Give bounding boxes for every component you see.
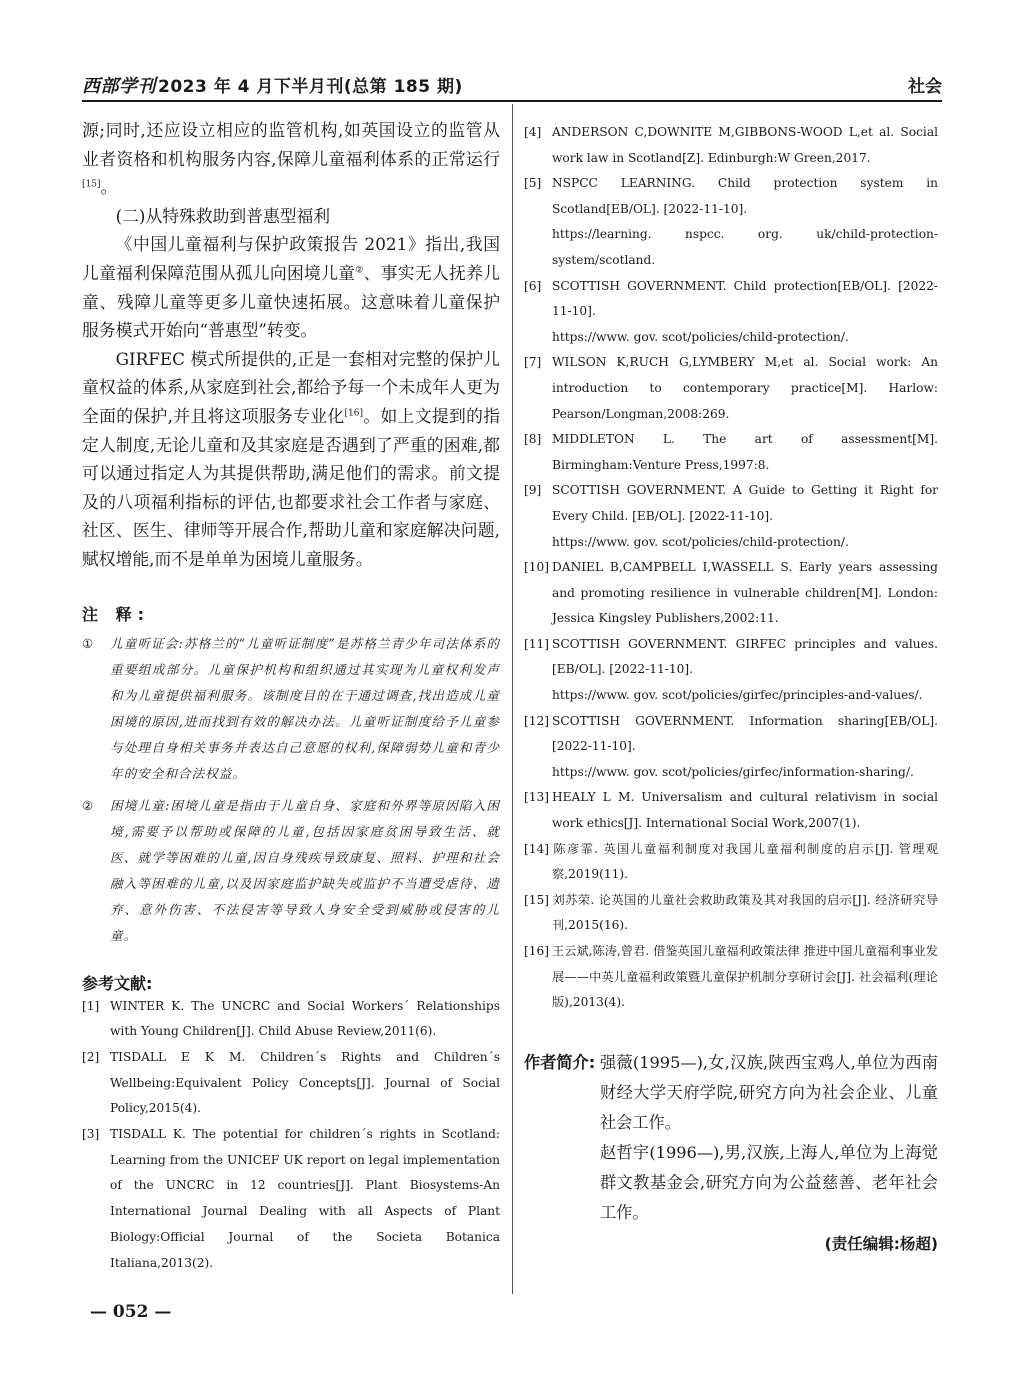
responsible-editor: (责任编辑:杨超): [824, 1234, 938, 1253]
reference-url: https://www. gov. scot/policies/child-protection/.: [552, 534, 849, 549]
reference-url: https://www. gov. scot/policies/girfec/information-sharing/.: [552, 764, 914, 779]
reference-item: [6] SCOTTISH GOVERNMENT. Child protection[EB/OL]. [2022-11-10]. https://www. gov. scot/policies/child-protection/.: [524, 274, 938, 351]
body-paragraph-1: 源;同时,还应设立相应的监管机构,如英国设立的监管从业者资格和机构服务内容,保障儿童福利体系的正常运行[15]。: [82, 120, 500, 198]
references-title: 参考文献:: [82, 973, 153, 993]
reference-item: [5] NSPCC LEARNING. Child protection system in Scotland[EB/OL]. [2022-11-10]. https://learning. nspcc. org. uk/child-protection-system/scotland.: [524, 171, 938, 273]
citation-15: [15]: [82, 179, 101, 190]
author-1-bio: 强薇(1995—),女,汉族,陕西宝鸡人,单位为西南财经大学天府学院,研究方向为社会企业、儿童社会工作。: [600, 1052, 938, 1132]
reference-item: [15] 刘苏荣. 论英国的儿童社会救助政策及其对我国的启示[J]. 经济研究导刊,2015(16).: [524, 892, 938, 933]
reference-item: [7] WILSON K,RUCH G,LYMBERY M,et al. Social work: An introduction to contemporary practice[M]. Harlow: Pearson/Longman,2008:269.: [524, 355, 938, 421]
body-paragraph-3: GIRFEC 模式所提供的,正是一套相对完整的保护儿童权益的体系,从家庭到社会,都给予每一个未成年人更为全面的保护,并且将这项服务专业化[16]。如上文提到的指定人制度,无论儿童和及其家庭是否遇到了严重的困难,都可以通过指定人为其提供帮助,满足他们的需求。前文提及的八项福利指标的评估,也都要求社会工作者与家庭、社区、医生、律师等开展合作,帮助儿童和家庭解决问题,赋权增能,而不是单单为困境儿童服务。: [82, 348, 500, 569]
notes-title: 注 释:: [82, 604, 150, 624]
note-ref-2: ②: [355, 265, 364, 276]
reference-url: https://www. gov. scot/policies/girfec/principles-and-values/.: [552, 688, 923, 703]
note-item: ① 儿童听证会:苏格兰的“儿童听证制度”是苏格兰青少年司法体系的重要组成部分。儿童保护机构和组织通过其实现为儿童权利发声和为儿童提供福利服务。该制度目的在于通过调查,找出造成儿童困境的原因,进而找到有效的解决办法。儿童听证制度给予儿童参与处理自身相关事务并表达自己意愿的权利,保障弱势儿童和青少年的安全和合法权益。: [82, 635, 500, 781]
citation-16: [16]: [344, 408, 363, 419]
section-label: 社会: [908, 77, 942, 97]
running-header: [82, 72, 942, 98]
journal-masthead: [82, 72, 463, 98]
reference-item: [9] SCOTTISH GOVERNMENT. A Guide to Getting it Right for Every Child. [EB/OL]. [2022-11-10]. https://www. gov. scot/policies/child-protection/.: [524, 478, 938, 555]
page-number: — 052 —: [90, 1302, 172, 1322]
reference-item: [2] TISDALL E K M. Children´s Rights and Children´s Wellbeing:Equivalent Policy Concepts[J]. Journal of Social Policy,2015(4).: [82, 1049, 500, 1116]
header-rule: [82, 100, 942, 102]
section-heading: (二)从特殊救助到普惠型福利: [115, 205, 331, 226]
reference-item: [4] ANDERSON C,DOWNITE M,GIBBONS-WOOD L,et al. Social work law in Scotland[Z]. Edinburgh:W Green,2017.: [524, 125, 938, 165]
note-item: ② 困境儿童:困境儿童是指由于儿童自身、家庭和外界等原因陷入困境,需要予以帮助或保障的儿童,包括因家庭贫困导致生活、就医、就学等困难的儿童,因自身残疾导致康复、照料、护理和社会融入等困难的儿童,以及因家庭监护缺失或监护不当遭受虐待、遗弃、意外伤害、不法侵害等导致人身安全受到威胁或侵害的儿童。: [82, 797, 500, 943]
reference-item: [3] TISDALL K. The potential for children´s rights in Scotland: Learning from the UNICEF UK report on legal implementation of the UNCRC in 12 countries[J]. Plant Biosystems-An International Journal Dealing with all Aspects of Plant Biology:Official Journal of the Societa Botanica Italiana,2013(2).: [82, 1127, 500, 1270]
reference-item: [11] SCOTTISH GOVERNMENT. GIRFEC principles and values. [EB/OL]. [2022-11-10]. https://www. gov. scot/policies/girfec/principles-and-values/.: [524, 632, 938, 709]
reference-url: https://learning. nspcc. org. uk/child-protection-system/scotland.: [552, 227, 938, 267]
author-bio: [524, 1048, 938, 1228]
reference-item: [16] 王云斌,陈涛,曾君. 借鉴英国儿童福利政策法律 推进中国儿童福利事业发展——中英儿童福利政策暨儿童保护机制分享研讨会[J]. 社会福利(理论版),2013(4).: [524, 944, 938, 1010]
reference-item: [14] 陈彦霏. 英国儿童福利制度对我国儿童福利制度的启示[J]. 管理观察,2019(11).: [524, 841, 938, 882]
right-column: [524, 120, 938, 1254]
reference-item: [12] SCOTTISH GOVERNMENT. Information sharing[EB/OL]. [2022-11-10]. https://www. gov. scot/policies/girfec/information-sharing/.: [524, 709, 938, 786]
reference-item: [13] HEALY L M. Universalism and cultural relativism in social work ethics[J]. International Social Work,2007(1).: [524, 790, 938, 831]
reference-item: [1] WINTER K. The UNCRC and Social Workers´ Relationships with Young Children[J]. Child Abuse Review,2011(6).: [82, 998, 500, 1039]
body-paragraph-2: 《中国儿童福利与保护政策报告 2021》指出,我国儿童福利保障范围从孤儿向困境儿童②、事实无人抚养儿童、残障儿童等更多儿童快速拓展。这意味着儿童保护服务模式开始向“普惠型”转变。: [82, 234, 500, 341]
issue-info: 2023 年 4 月下半月刊(总第 185 期): [158, 77, 463, 97]
column-divider: [512, 104, 513, 1294]
journal-logo: 西部学刊: [82, 76, 156, 97]
left-column: [82, 116, 500, 1276]
author-bio-label: 作者简介:: [524, 1052, 596, 1072]
reference-url: https://www. gov. scot/policies/child-protection/.: [552, 329, 849, 344]
author-2-bio: 赵哲宇(1996—),男,汉族,上海人,单位为上海觉群文教基金会,研究方向为公益慈善、老年社会工作。: [600, 1142, 938, 1222]
reference-item: [10] DANIEL B,CAMPBELL I,WASSELL S. Early years assessing and promoting resilience in vulnerable children[M]. London: Jessica Kingsley Publishers,2002:11.: [524, 560, 938, 626]
reference-item: [8] MIDDLETON L. The art of assessment[M]. Birmingham:Venture Press,1997:8.: [524, 432, 938, 472]
